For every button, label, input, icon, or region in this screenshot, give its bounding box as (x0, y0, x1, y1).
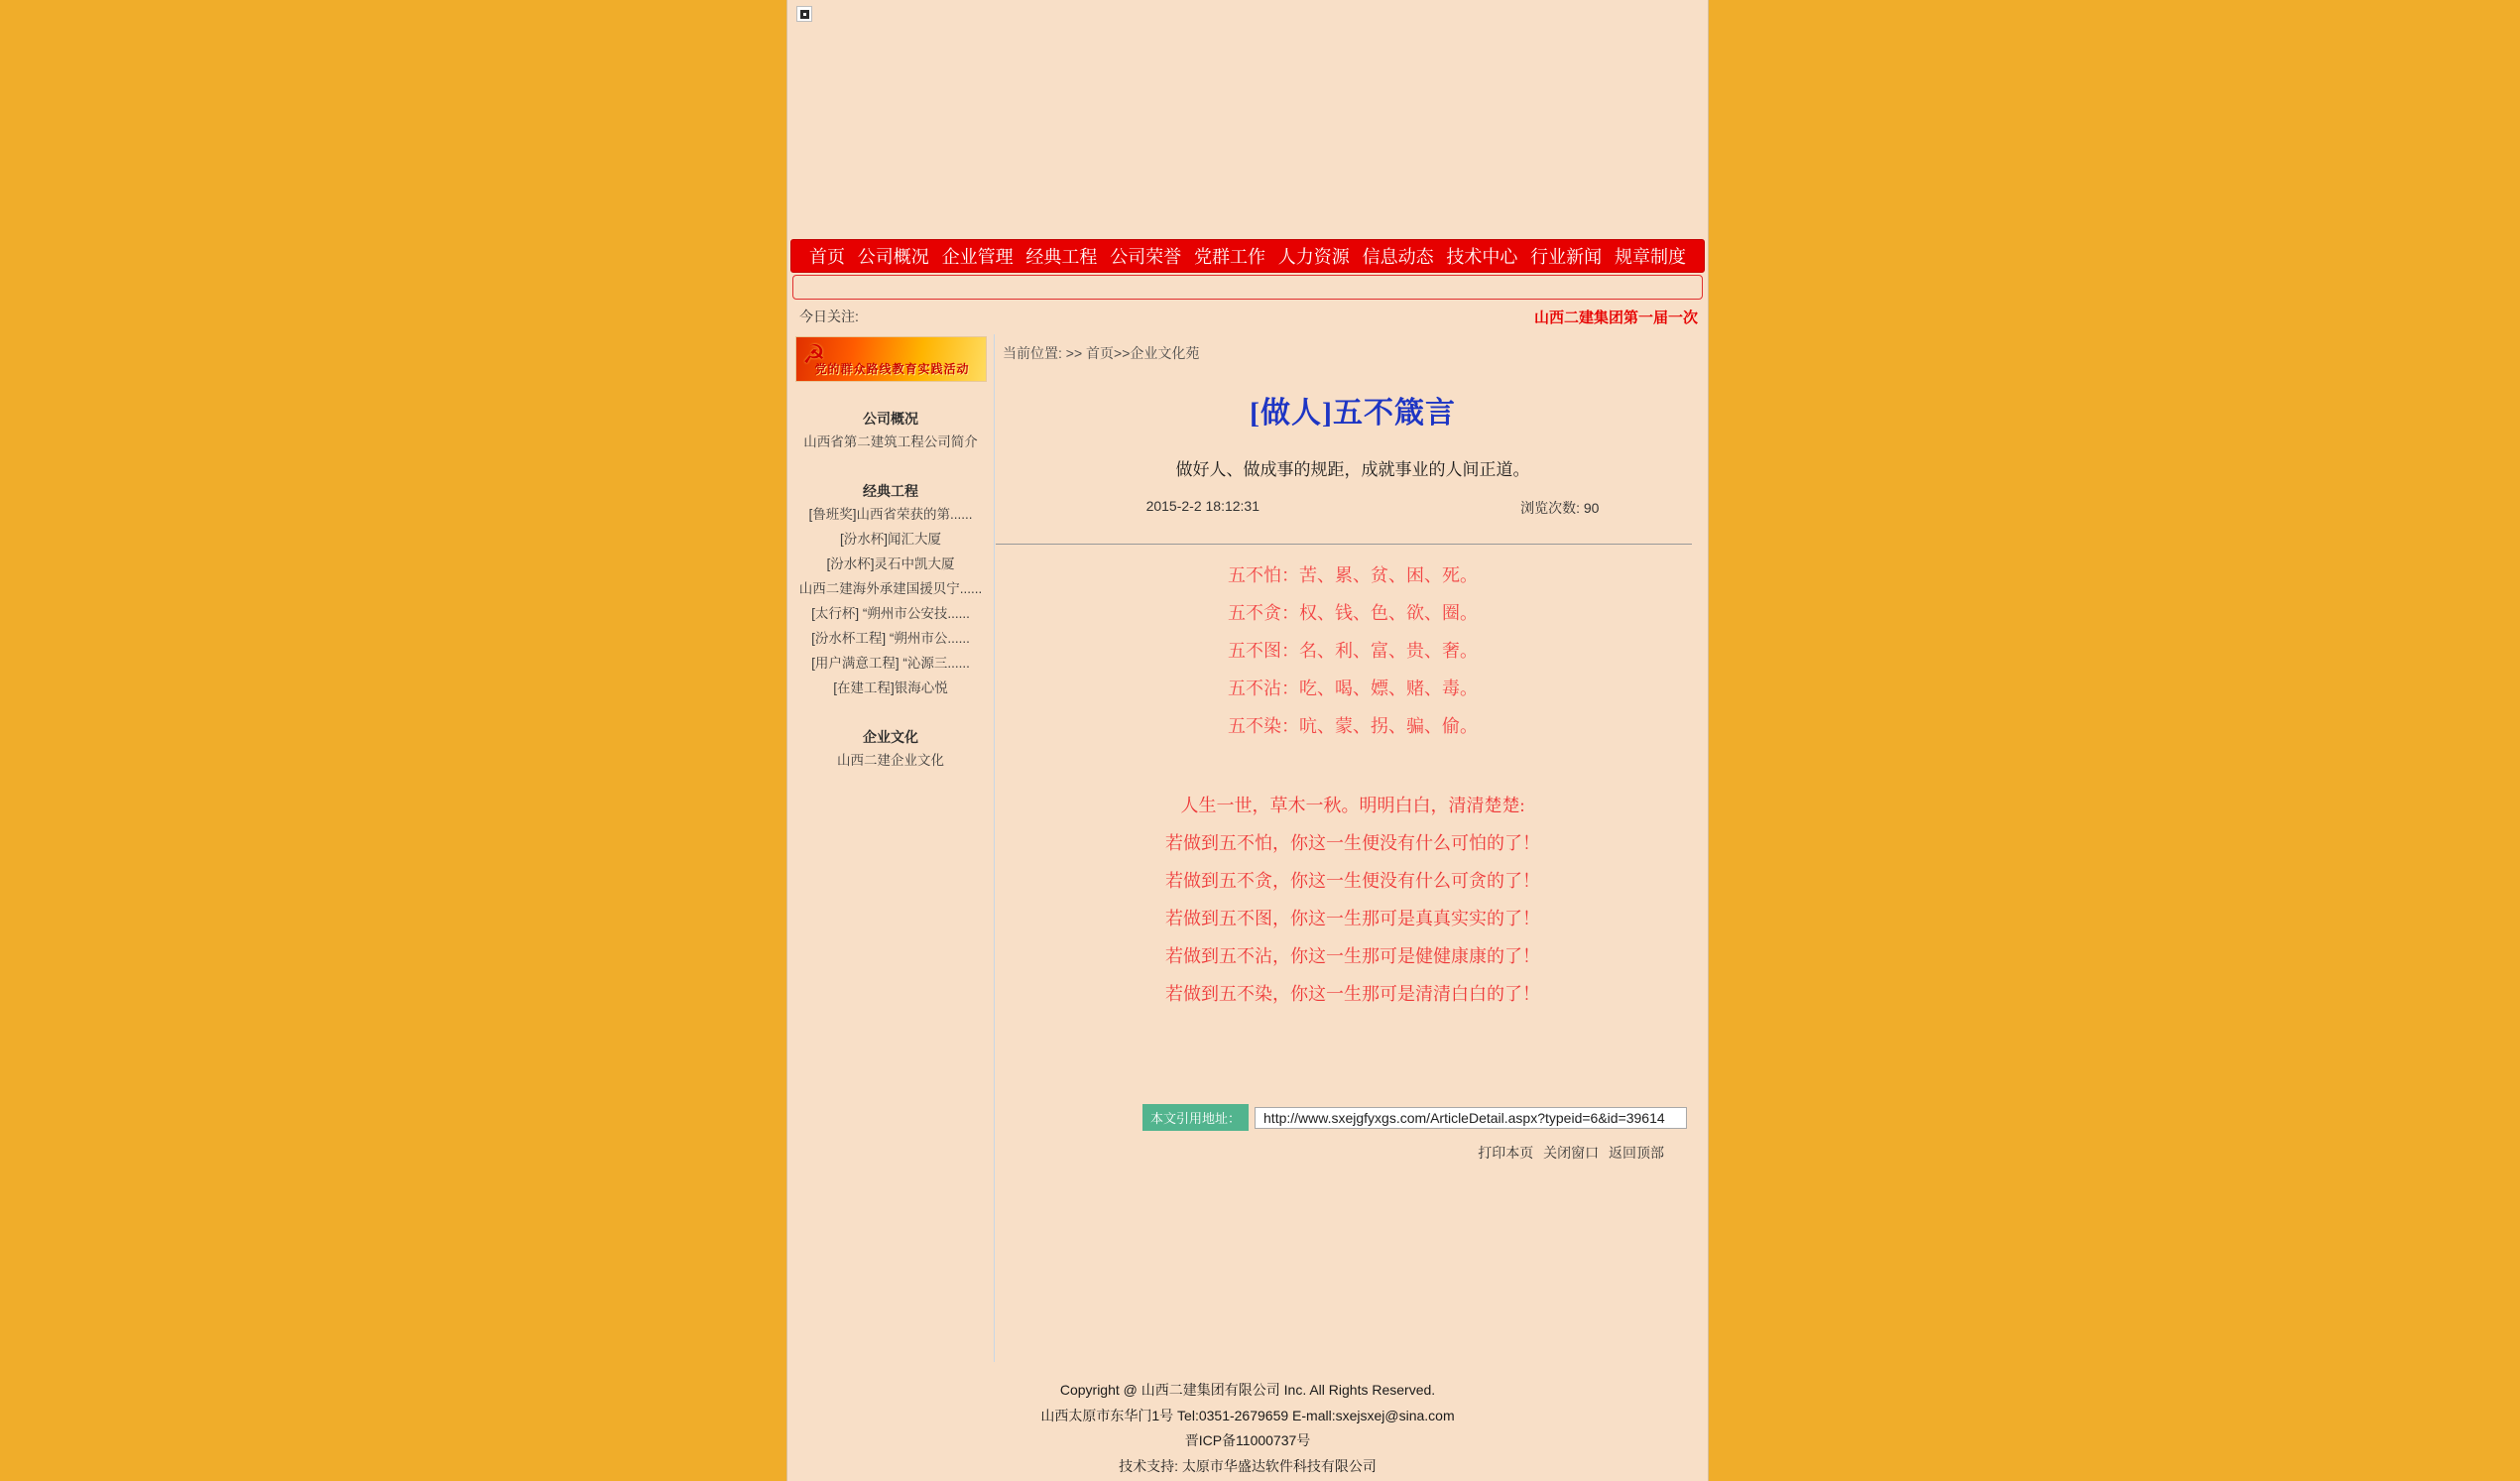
sidebar-section-corporate-culture: 企业文化 (863, 729, 918, 745)
broken-image-icon (796, 6, 812, 22)
maxim-line: 五不贪：权、钱、色、欲、圈。 (1228, 603, 1478, 623)
maxim-line: 五不沾：吃、喝、嫖、赌、毒。 (1228, 679, 1478, 698)
divider-line (996, 544, 1692, 545)
sidebar (787, 334, 995, 1362)
footer-contact: 山西太原市东华门1号 Tel:0351-2679659 E-mall:sxejsxej@sina.com (1040, 1407, 1455, 1423)
reflections-block (996, 787, 1710, 1013)
party-campaign-banner[interactable] (795, 336, 987, 382)
sidebar-item-fenshui-project[interactable]: [汾水杯工程] “朔州市公...... (811, 631, 970, 646)
nav-item-news[interactable]: 信息动态 (1362, 247, 1434, 267)
today-focus-row (787, 304, 1708, 329)
nav-item-company-honors[interactable]: 公司荣誉 (1110, 247, 1182, 267)
maxim-line: 五不怕：苦、累、贫、困、死。 (1228, 565, 1478, 585)
sidebar-item-fenshui-wenhui[interactable]: [汾水杯]闻汇大厦 (839, 532, 941, 547)
banner-text: 党的群众路线教育实践活动 (814, 362, 970, 376)
back-to-top-link[interactable]: 返回顶部 (1609, 1145, 1664, 1161)
reflection-line: 若做到五不贪，你这一生便没有什么可贪的了！ (1165, 871, 1540, 891)
footer-tech-support: 技术支持: 太原市华盛达软件科技有限公司 (1119, 1457, 1377, 1474)
breadcrumb[interactable]: 当前位置: >> 首页>>企业文化苑 (1003, 345, 1200, 361)
nav-item-home[interactable]: 首页 (809, 247, 845, 267)
reflection-line: 若做到五不染，你这一生那可是清清白白的了！ (1165, 984, 1540, 1004)
sidebar-item-company-intro[interactable]: 山西省第二建筑工程公司简介 (803, 434, 978, 449)
close-window-link[interactable]: 关闭窗口 (1543, 1145, 1600, 1161)
sidebar-item-fenshui-lingshi[interactable]: [汾水杯]灵石中凯大厦 (826, 556, 955, 571)
nav-item-human-resources[interactable]: 人力资源 (1277, 247, 1350, 267)
sidebar-item-overseas-benin[interactable]: 山西二建海外承建国援贝宁...... (798, 581, 983, 596)
maxim-line: 五不染：吭、蒙、拐、骗、偷。 (1228, 716, 1478, 736)
main-content (996, 334, 1710, 1362)
reflection-line: 若做到五不图，你这一生那可是真真实实的了！ (1165, 909, 1540, 928)
article-actions (996, 1143, 1710, 1163)
maxims-block (996, 556, 1710, 745)
today-focus-label: 今日关注: (799, 309, 859, 324)
broken-image-glyph (800, 10, 809, 19)
article-subtitle: 做好人、做成事的规距，成就事业的人间正道。 (1175, 460, 1530, 479)
hammer-sickle-icon: ☭ (802, 339, 826, 369)
footer-copyright: Copyright @ 山西二建集团有限公司 Inc. All Rights Reserved. (1059, 1382, 1436, 1398)
sidebar-item-luban-award[interactable]: [鲁班奖]山西省荣获的第...... (808, 507, 973, 522)
article-title: [做人]五不箴言 (1250, 397, 1456, 430)
footer-icp: 晋ICP备11000737号 (1184, 1432, 1311, 1448)
nav-item-enterprise-management[interactable]: 企业管理 (941, 247, 1014, 267)
sidebar-section-company-profile: 公司概况 (863, 411, 918, 427)
nav-item-regulations[interactable]: 规章制度 (1614, 247, 1686, 267)
today-focus-headline-link[interactable]: 山西二建集团第一届一次 (1533, 309, 1698, 326)
citation-url-input[interactable] (1255, 1107, 1687, 1129)
nav-item-party-work[interactable]: 党群工作 (1193, 247, 1265, 267)
article-meta (996, 498, 1710, 518)
reflection-line: 若做到五不沾，你这一生那可是健健康康的了！ (1165, 946, 1540, 966)
print-page-link[interactable]: 打印本页 (1478, 1145, 1534, 1161)
nav-item-company-profile[interactable]: 公司概况 (857, 247, 929, 267)
page-footer (787, 1362, 1708, 1481)
main-nav (790, 239, 1705, 273)
subnav-box (792, 275, 1703, 300)
citation-row (1142, 1104, 1710, 1131)
nav-item-classic-projects[interactable]: 经典工程 (1025, 247, 1098, 267)
nav-item-tech-center[interactable]: 技术中心 (1446, 247, 1518, 267)
sidebar-item-user-satisfaction[interactable]: [用户满意工程] “沁源三...... (811, 656, 970, 671)
sidebar-item-corporate-culture[interactable]: 山西二建企业文化 (837, 753, 944, 768)
sidebar-item-taihang-cup[interactable]: [太行杯] “朔州市公安技...... (811, 606, 970, 621)
nav-item-industry-news[interactable]: 行业新闻 (1530, 247, 1603, 267)
reflection-line: 人生一世，草木一秋。明明白白，清清楚楚: (1180, 796, 1525, 815)
maxim-line: 五不图：名、利、富、贵、奢。 (1228, 641, 1478, 661)
sidebar-item-under-construction[interactable]: [在建工程]银海心悦 (833, 680, 948, 695)
article-date: 2015-2-2 18:12:31 (1145, 498, 1260, 514)
reflection-line: 若做到五不怕，你这一生便没有什么可怕的了！ (1165, 833, 1540, 853)
citation-label: 本文引用地址： (1142, 1104, 1249, 1131)
page-container (786, 0, 1709, 1481)
article-view-count: 浏览次数: 90 (1520, 500, 1600, 516)
sidebar-section-classic-projects: 经典工程 (863, 483, 918, 499)
